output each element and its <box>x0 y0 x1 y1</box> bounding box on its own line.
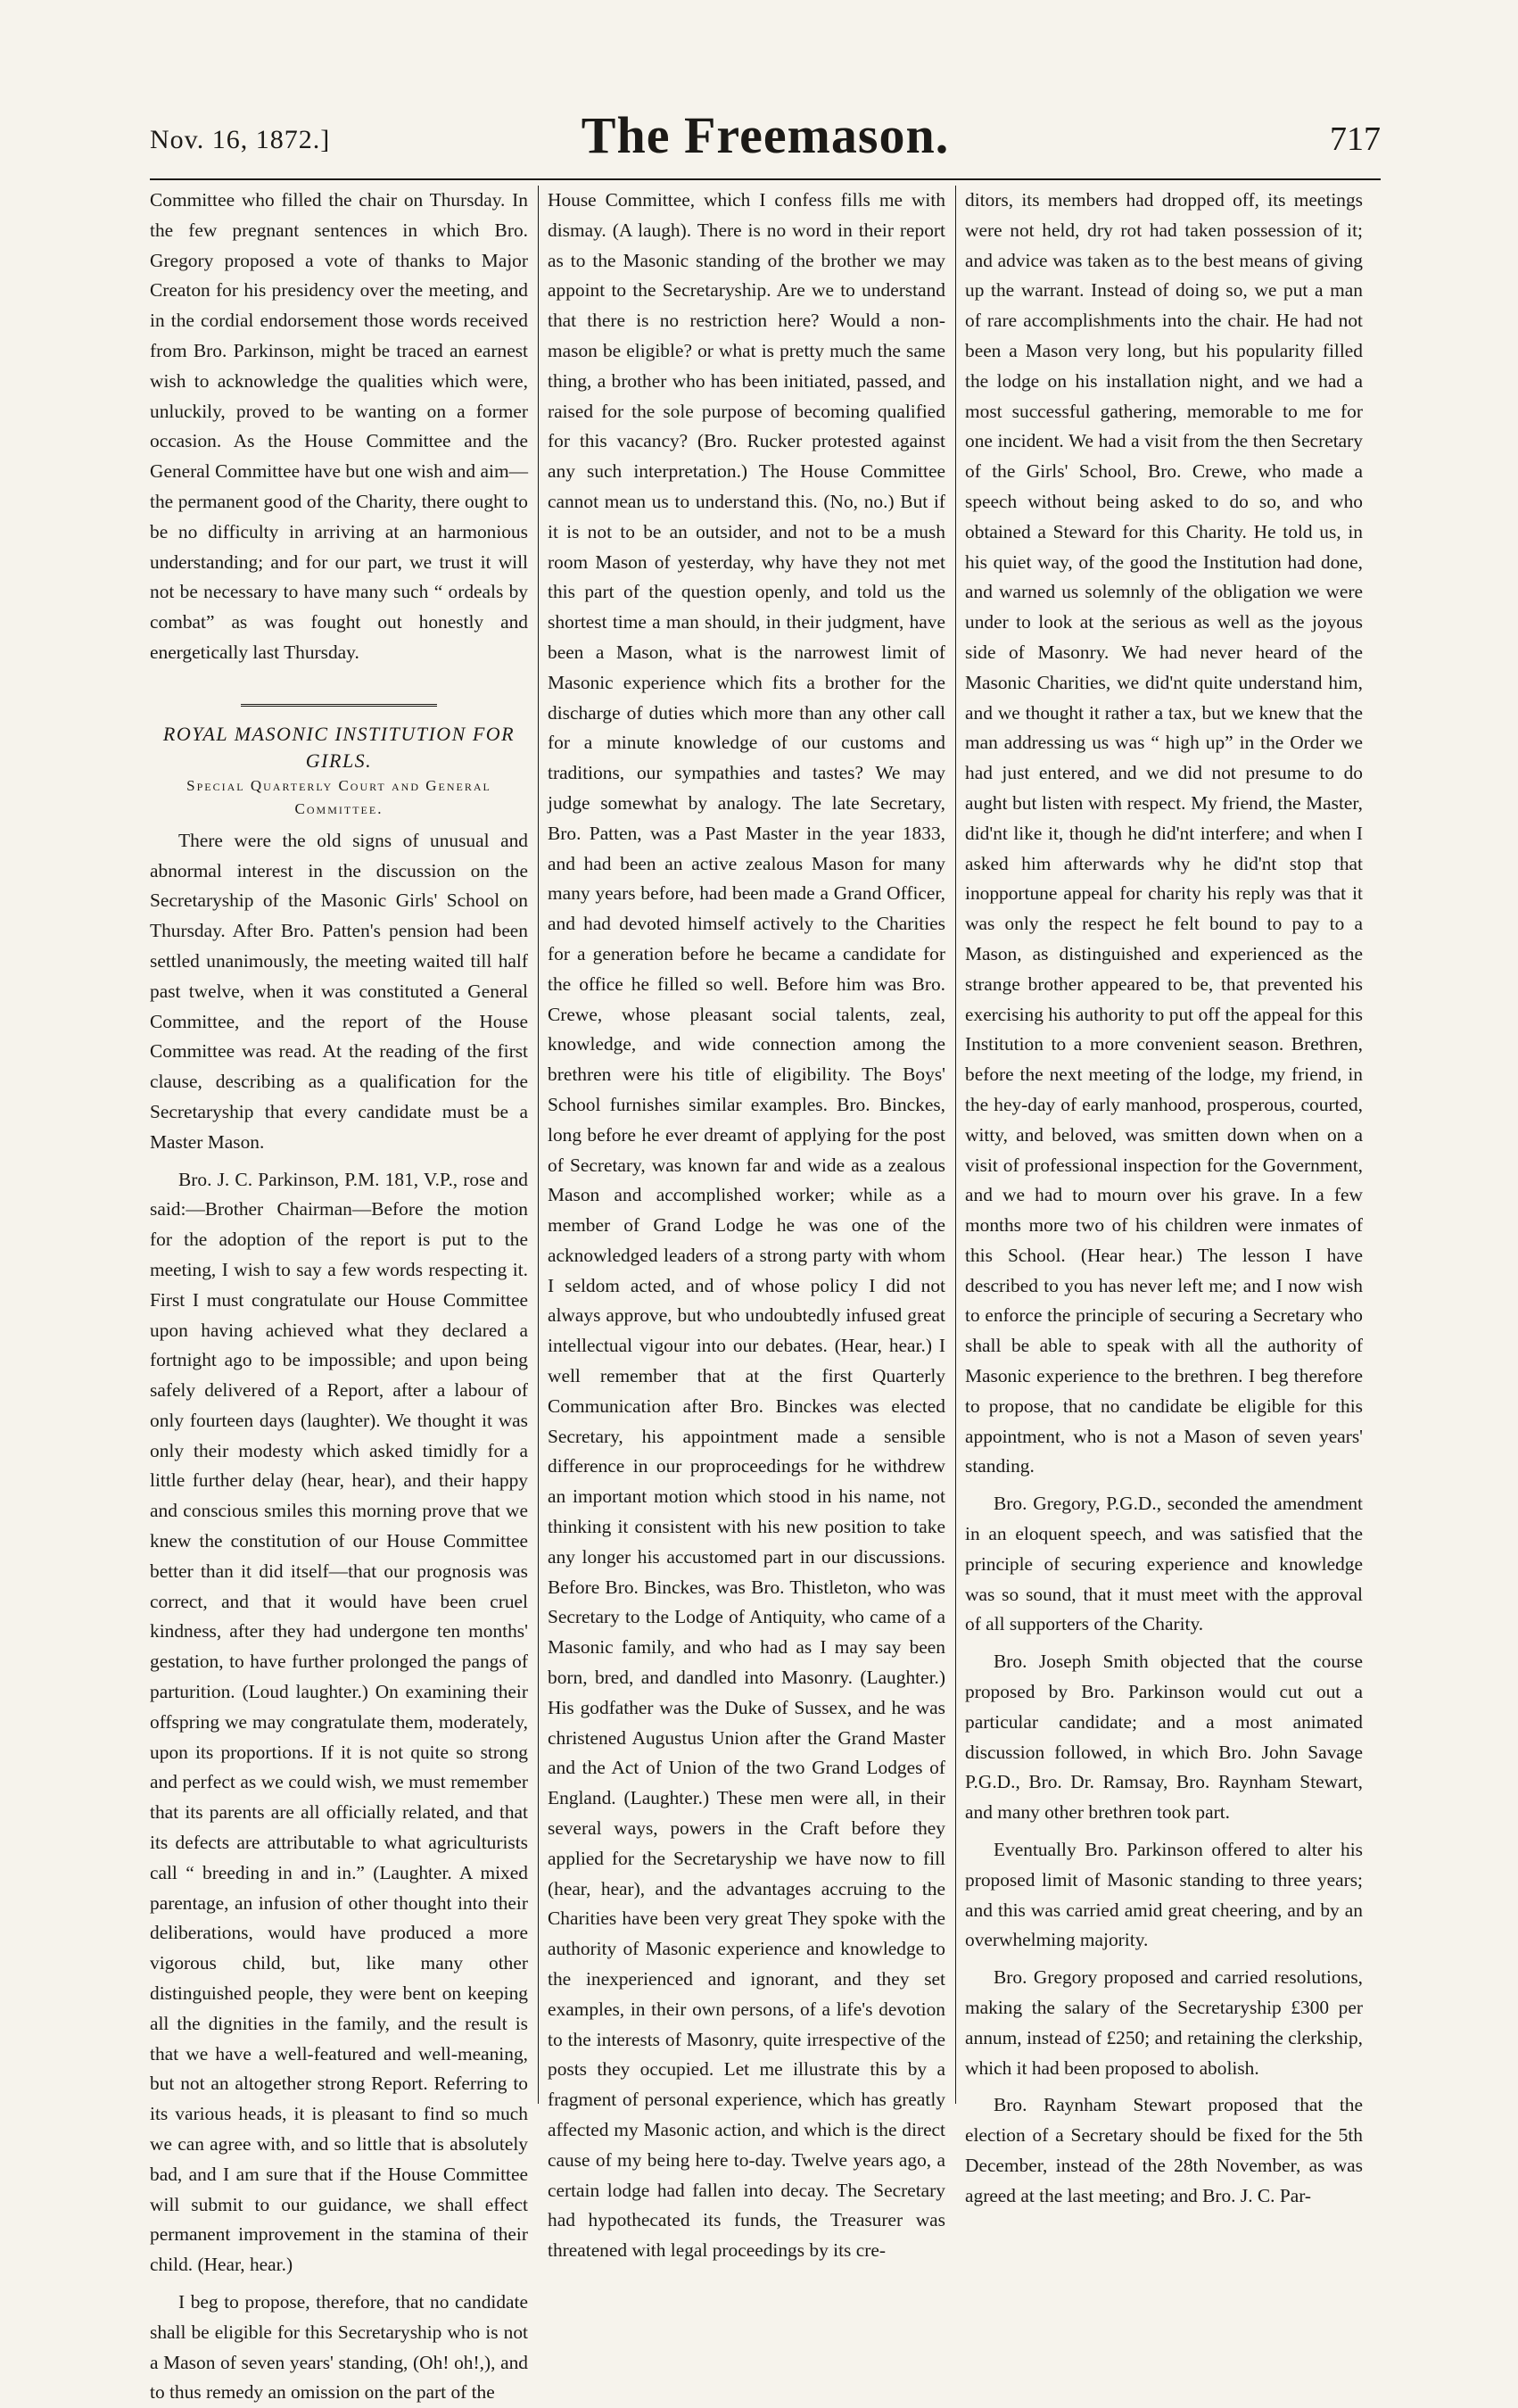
article-continuation: Committee who filled the chair on Thursday. In the few pregnant sentences in which Bro. Gregory proposed a vote of thanks to Major Creaton for his presidency over the meeting, and in the cordial endorsement those words received from Bro. Parkinson, might be traced an earnest wish to acknowledge the qualities which were, unluckily, proved to be wanting on a former occasion. As the House Committee and the General Committee have but one wish and aim—the permanent good of the Charity, there ought to be no difficulty in arriving at an harmonious understanding; and for our part, we trust it will not be necessary to have many such “ ordeals by combat” as was fought out honestly and energetically last Thursday. <box>150 189 528 663</box>
column-rule-1 <box>538 186 539 2104</box>
column-1 <box>150 186 528 2404</box>
newspaper-title: The Freemason. <box>581 106 950 164</box>
column-3 <box>965 186 1363 2206</box>
masthead <box>150 105 1381 177</box>
paragraph: ditors, its members had dropped off, its meetings were not held, dry rot had taken possession of it; and advice was taken as to the best means of giving up the warrant. Instead of doing so, we put a man of rare accomplishments into the chair. He had not been a Mason very long, but his popularity filled the lodge on his installation night, and we had a most successful gathering, memorable to me for one incident. We had a visit from the then Secretary of the Girls' School, Bro. Crewe, who made a speech without being asked to do so, and who obtained a Steward for this Charity. He told us, in his quiet way, of the good the Institution had done, and warned us solemnly of the obligation we were under to look at the serious as well as the joyous side of Masonry. We had never heard of the Masonic Charities, we did'nt quite understand him, and we thought it rather a tax, but we knew that the man addressing us was “ high up” in the Order we had just entered, and we did not presume to do aught but listen with respect. My friend, the Master, did'nt like it, though he did'nt interfere; and when I asked him afterwards why he did'nt stop that inopportune appeal for charity his reply was that it was only the respect he felt bound to pay to a Mason, as distinguished and experienced as the strange brother appeared to be, that prevented his exercising his authority to put off the appeal for this Institution to a more convenient season. Brethren, before the next meeting of the lodge, my friend, in the hey-day of early manhood, prosperous, courted, witty, and beloved, was smitten down when on a visit of professional inspection for the Government, and we had to mourn over his grave. In a few months more two of his children were inmates of this School. (Hear hear.) The lesson I have described to you has never left me; and I now wish to enforce the principle of securing a Secretary who shall be able to speak with all the authority of Masonic experience to the brethren. I beg therefore to propose, that no candidate be eligible for this appointment, who is not a Mason of seven years' standing. <box>965 189 1363 1477</box>
page-number: 717 <box>1330 120 1381 158</box>
paragraph: House Committee, which I confess fills me with dismay. (A laugh). There is no word in their report as to the Masonic standing of the brother we may appoint to the Secretaryship. Are we to understand that there is no restriction here? Would a non-mason be eligible? or what is pretty much the same thing, a brother who has been initiated, passed, and raised for the sole purpose of becoming qualified for this vacancy? (Bro. Rucker protested against any such interpretation.) The House Committee cannot mean us to understand this. (No, no.) But if it is not to be an outsider, and not to be a mush room Mason of yesterday, why have they not met this part of the question openly, and told us the shortest time a man should, in their judgment, have been a Mason, what is the narrowest limit of Masonic experience which fits a brother for the discharge of duties which more than any other call for a minute knowledge of our customs and traditions, our sympathies and tastes? We may judge somewhat by analogy. The late Secretary, Bro. Patten, was a Past Master in the year 1833, and had been an active zealous Mason for many many years before, had been made a Grand Officer, and had devoted himself actively to the Charities for a generation before he became a candidate for the office he filled so well. Before him was Bro. Crewe, whose pleasant social talents, zeal, knowledge, and wide connection among the brethren were his title of eligibility. The Boys' School furnishes similar examples. Bro. Binckes, long before he ever dreamt of applying for the post of Secretary, was known far and wide as a zealous Mason and accomplished worker; while as a member of Grand Lodge he was one of the acknowledged leaders of a strong party with whom I seldom acted, and of whose policy I did not always approve, but who undoubtedly infused great intellectual vigour into our debates. (Hear, hear.) I well remember that at the first Quarterly Communication after Bro. Binckes was elected Secretary, his appointment made a sensible difference in our proproceedings for he withdrew an important motion which stood in his name, not thinking it consistent with his new position to take any longer his accustomed part in our discussions. Before Bro. Binckes, was Bro. Thistleton, who was Secretary to the Lodge of Antiquity, who came of a Masonic family, and who had as I may say been born, bred, and dandled into Masonry. (Laughter.) His godfather was the Duke of Sussex, and he was christened Augustus Union after the Grand Master and the Act of Union of the two Grand Lodges of England. (Laughter.) These men were all, in their several ways, powers in the Craft before they applied for the Secretaryship we have now to fill (hear, hear), and the advantages accruing to the Charities have been very great They spoke with the authority of Masonic experience and knowledge to the inexperienced and ignorant, and they set examples, in their own persons, of a life's devotion to the interests of Masonry, quite irrespective of the posts they occupied. Let me illustrate this by a fragment of personal experience, which has greatly affected my Masonic action, and which is the direct cause of my being here to-day. Twelve years ago, a certain lodge had fallen into decay. The Secretary had hypothecated its funds, the Treasurer was threatened with legal proceedings by its cre- <box>548 189 945 2262</box>
paragraph: Eventually Bro. Parkinson offered to alter his proposed limit of Masonic standing to three years; and this was carried amid great cheering, and by an overwhelming majority. <box>965 1839 1363 1951</box>
masthead-rule <box>150 178 1381 180</box>
paragraph: Bro. Raynham Stewart proposed that the election of a Secretary should be fixed for the 5th December, instead of the 28th November, as was agreed at the last meeting; and Bro. J. C. Par- <box>965 2094 1363 2206</box>
column-2 <box>548 186 945 2262</box>
section-divider <box>241 704 437 710</box>
paragraph: Bro. J. C. Parkinson, P.M. 181, V.P., rose and said:—Brother Chairman—Before the motion for the adoption of the report is put to the meeting, I wish to say a few words respecting it. First I must congratulate our House Committee upon having achieved what they declared a fortnight ago to be impossible; and upon being safely delivered of a Report, after a labour of only fourteen days (laughter). We thought it was only their modesty which asked timidly for a little further delay (hear, hear), and their happy and conscious smiles this morning prove that we knew the constitution of our House Committee better than it did itself—that our prognosis was correct, and that it would have been cruel kindness, after they had undergone ten months' gestation, to have further prolonged the pangs of parturition. (Loud laughter.) On examining their offspring we may congratulate them, moderately, upon its proportions. If it is not quite so strong and perfect as we could wish, we must remember that its parents are all officially related, and that its defects are attributable to what agriculturists call “ breeding in and in.” (Laughter. A mixed parentage, an infusion of other thought into their deliberations, would have produced a more vigorous child, but, like many other distinguished people, they were bent on keeping all the dignities in the family, and the result is that we have a well-featured and well-meaning, but not an altogether strong Report. Referring to its various heads, it is pleasant to find so much we can agree with, and so little that is absolutely bad, and I am sure that if the House Committee will submit to our guidance, we shall effect permanent improvement in the stamina of their child. (Hear, hear.) <box>150 1168 528 2276</box>
paragraph: I beg to propose, therefore, that no candidate shall be eligible for this Secretaryship who is not a Mason of seven years' standing, (Oh! oh!,), and to thus remedy an omission on the part of the <box>150 2291 528 2404</box>
section-title: ROYAL MASONIC INSTITUTION FOR GIRLS. <box>162 722 516 772</box>
column-rule-2 <box>955 186 956 2104</box>
paragraph: Bro. Gregory, P.G.D., seconded the amendment in an eloquent speech, and was satisfied that the principle of securing experience and knowledge was so sound, that it must meet with the approval of all supporters of the Charity. <box>965 1493 1363 1635</box>
issue-date: Nov. 16, 1872.] <box>150 125 331 154</box>
paragraph: Bro. Gregory proposed and carried resolutions, making the salary of the Secretaryship £300 per annum, instead of £250; and retaining the clerkship, which it had been proposed to abolish. <box>965 1966 1363 2079</box>
section-subtitle: Special Quarterly Court and General Committee. <box>186 776 491 817</box>
paragraph: Bro. Joseph Smith objected that the course proposed by Bro. Parkinson would cut out a particular candidate; and a most animated discussion followed, in which Bro. John Savage P.G.D., Bro. Dr. Ramsay, Bro. Raynham Stewart, and many other brethren took part. <box>965 1651 1363 1824</box>
paragraph: There were the old signs of unusual and abnormal interest in the discussion on the Secretaryship of the Masonic Girls' School on Thursday. After Bro. Patten's pension had been settled unanimously, the meeting waited till half past twelve, when it was constituted a General Committee, and the report of the House Committee was read. At the reading of the first clause, describing as a qualification for the Secretaryship that every candidate must be a Master Mason. <box>150 829 528 1153</box>
